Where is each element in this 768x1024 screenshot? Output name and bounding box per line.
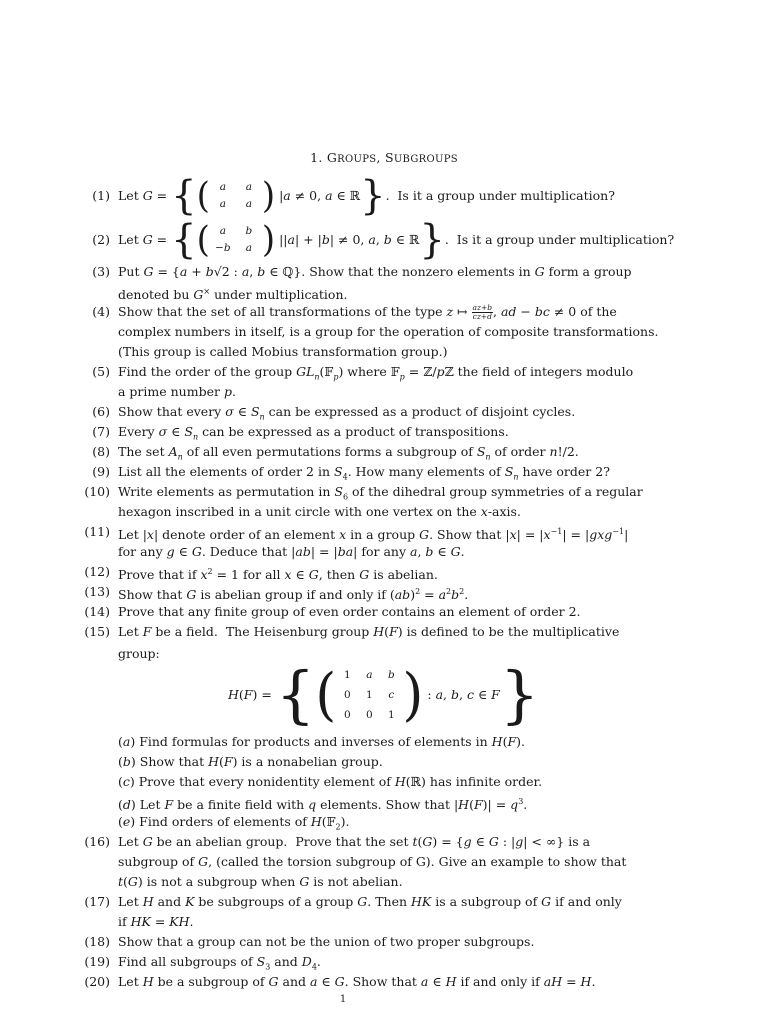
problem-17-line1: Let H and K be subgroups of a group G. Then HK is a subgroup of G if and only [118,894,622,909]
problem-3-line1: Put G = {a + b√2 : a, b ∈ ℚ}. Show that the nonzero elements in G form a group [118,264,632,279]
problem-number: (14) [84,604,110,619]
problem-17-line2: if HK = KH. [118,914,194,929]
heisenberg-display: H(F) = { ( 1 a b 0 1 c 0 0 1 ) : a, b, c ∈ F } [228,658,540,731]
problem-13: Show that G is abelian group if and only if $(ab)^2 = a^2b^2$. [118,587,469,603]
problem-1: Let G = { ( a a a a ) |a ≠ 0, a ∈ ℝ } . Is it a group under multiplication? [118,173,615,219]
problem-12: Prove that if $x^2 = 1$ for all x ∈ G, then G is abelian. [118,567,438,583]
problem-18: Show that a group can not be the union of two proper subgroups. [118,934,535,949]
problem-15-line1: Let F be a field. The Heisenburg group H(F) is defined to be the multiplicative [118,624,620,639]
problem-number: (8) [92,444,110,459]
problem-number: (3) [92,264,110,279]
problem-10-line1: Write elements as permutation in $S_6$ of the dihedral group symmetries of a regular [118,484,643,502]
problem-number: (2) [92,232,110,247]
problem-11-line1: Let |x| denote order of an element x in a group G. Show that $|x| = |x^{-1}| = |gxg^{-1}|$ [118,527,629,543]
problem-number: (5) [92,364,110,379]
problem-14: Prove that any finite group of even order contains an element of order 2. [118,604,581,619]
problem-number: (17) [84,894,110,909]
problem-number: (12) [84,564,110,579]
problem-9: List all the elements of order 2 in $S_4$. How many elements of $S_n$ have order 2? [118,464,610,482]
problem-number: (13) [84,584,110,599]
problem-15e: (e) Find orders of elements of H(𝔽$_2$). [118,814,350,832]
problem-19: Find all subgroups of $S_3$ and $D_4$. [118,954,321,972]
problem-16-line1: Let G be an abelian group. Prove that the set t(G) = {g ∈ G : |g| < ∞} is a [118,834,591,849]
problem-number: (1) [92,188,110,203]
problem-4-line2: complex numbers in itself, is a group for the operation of composite transformations. [118,324,659,339]
problem-number: (18) [84,934,110,949]
problem-number: (9) [92,464,110,479]
problem-16-line3: t(G) is not a subgroup when G is not abelian. [118,874,403,889]
problem-11-line2: for any g ∈ G. Deduce that |ab| = |ba| for any a, b ∈ G. [118,544,465,559]
problem-number: (20) [84,974,110,989]
problem-15d: (d) Let F be a finite field with q elements. Show that $|H(F)| = q^3$. [118,797,528,813]
problem-2: Let G = { ( a b −b a ) ||a| + |b| ≠ 0, a, b ∈ ℝ } . Is it a group under multiplication? [118,217,675,263]
problem-16-line2: subgroup of G, (called the torsion subgroup of G). Give an example to show that [118,854,627,869]
section-title: 1. GROUPS, SUBGROUPS [310,150,458,165]
problem-20: Let H be a subgroup of G and a ∈ G. Show that a ∈ H if and only if aH = H. [118,974,596,989]
problem-4-line1: Show that the set of all transformations of the type z ↦ $\frac{az+b}{cz+d}$ , ad − bc ≠ 0 of the [118,303,617,321]
page-number: 1 [339,994,347,1005]
problem-5-line2: a prime number p. [118,384,236,399]
problem-number: (6) [92,404,110,419]
problem-number: (19) [84,954,110,969]
problem-10-line2: hexagon inscribed in a unit circle with one vertex on the x-axis. [118,504,521,519]
problem-8: The set $A_n$ of all even permutations forms a subgroup of $S_n$ of order n!/2. [118,444,579,462]
problem-number: (7) [92,424,110,439]
problem-5-line1: Find the order of the group $GL_n(𝔽_p)$ where 𝔽$_p$ = ℤ/pℤ the field of integers modulo [118,364,634,382]
problem-15c: (c) Prove that every nonidentity element of H(ℝ) has infinite order. [118,774,543,789]
problem-15b: (b) Show that H(F) is a nonabelian group. [118,754,383,769]
problem-6: Show that every σ ∈ $S_n$ can be expressed as a product of disjoint cycles. [118,404,576,422]
problem-number: (16) [84,834,110,849]
problem-15a: (a) Find formulas for products and inverses of elements in H(F). [118,734,525,749]
problem-7: Every σ ∈ $S_n$ can be expressed as a product of transpositions. [118,424,509,442]
problem-number: (10) [84,484,110,499]
problem-15-line2: group: [118,646,160,661]
problem-number: (4) [92,304,110,319]
problem-4-line3: (This group is called Mobius transformation group.) [118,344,448,359]
problem-3-line2: denoted bu G× under multiplication. [118,287,348,303]
problem-number: (11) [84,524,110,539]
problem-number: (15) [84,624,110,639]
